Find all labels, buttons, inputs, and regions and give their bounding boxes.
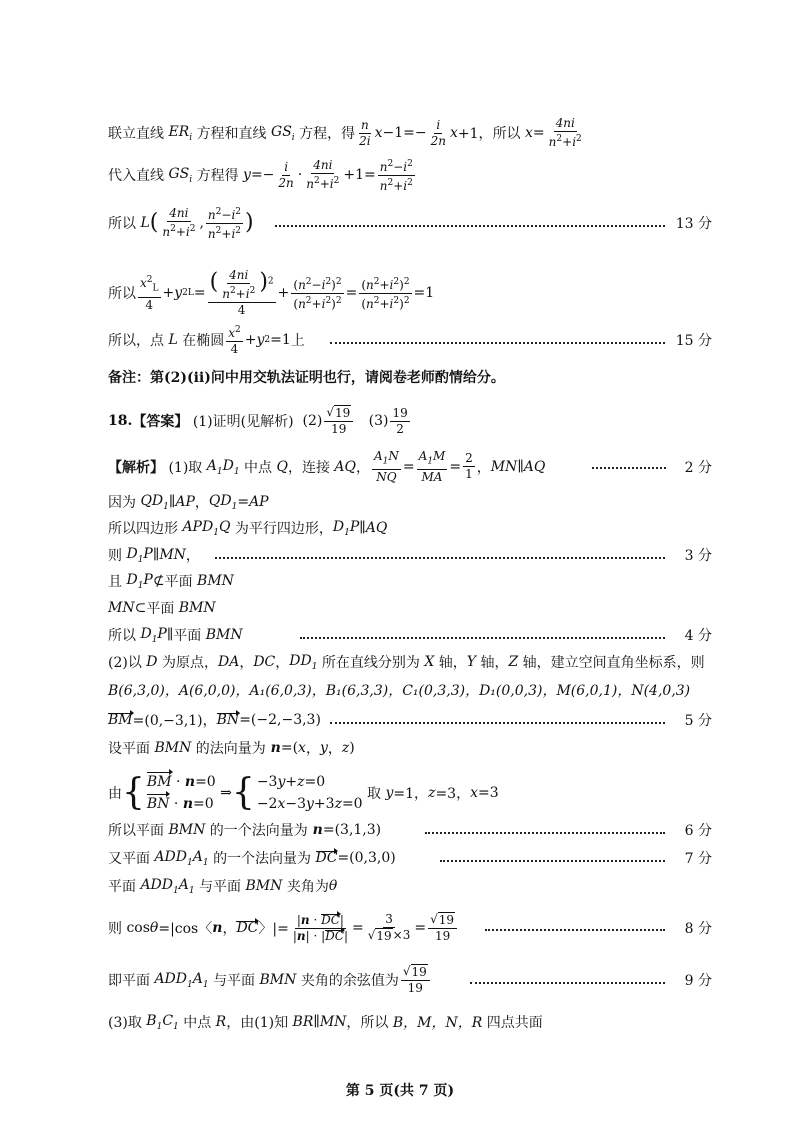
dotted-leader <box>330 342 665 344</box>
text-line-24: 即平面 $ADD_1A_1$ 与平面 BMN 夹角的余弦值为 √ 19 19 9 分 <box>108 964 712 995</box>
answer-line: 18. 【答案】 (1)证明(见解析) (2) √ 19 19 (3) $\frac{19}{2}$ <box>108 405 408 436</box>
text-line-10: 所以四边形 $APD_1Q$ 为平行四边形， $D_1P$ ∥ AQ <box>108 518 388 538</box>
text-line-6: 备注：第(2)(ⅱ)问中用交轨法证明也行，请阅卷老师酌情给分。 <box>108 370 505 386</box>
score-label: 13 分 <box>675 216 712 232</box>
text-line-21: 又平面 $ADD_1A_1$ 的一个法向量为 DC =(0,3,0) 7 分 <box>108 848 712 868</box>
score-label: 15 分 <box>675 333 712 349</box>
score-label: 6 分 <box>684 823 712 839</box>
score-label: 4 分 <box>684 628 712 644</box>
score-label: 2 分 <box>684 460 712 476</box>
score-label: 9 分 <box>684 973 712 989</box>
text-line-17: BM =(0,−3,1)， BN =(−2,−3,3) 5 分 <box>108 712 712 729</box>
dotted-leader <box>485 929 665 931</box>
text-line-22: 平面 $ADD_1A_1$ 与平面 BMN 夹角为 θ <box>108 876 338 896</box>
dotted-leader <box>425 832 665 834</box>
text-line-16: B(6,3,0)，A(6,0,0)，A₁(6,0,3)，B₁(6,3,3)，C₁(0,3,3)，D₁(0,0,3)，M(6,0,1)，N(4,0,3) <box>108 683 691 699</box>
text-line-12: 且 $D_1P$ ⊄ 平面 BMN <box>108 571 234 591</box>
dotted-leader <box>215 557 665 559</box>
text-line-14: 所以 $D_1P$ ∥ 平面 BMN 4 分 <box>108 625 712 645</box>
text-line-15: (2)以 D 为原点， DA ， DC ， $DD_1$ 所在直线分别为 X 轴， Y 轴， Z 轴，建立空间直角坐标系，则 <box>108 652 705 672</box>
dotted-leader <box>330 722 665 724</box>
text-line-20: 所以平面 BMN 的一个法向量为 n =(3,1,3) 6 分 <box>108 822 712 839</box>
score-label: 8 分 <box>684 921 712 937</box>
dotted-leader <box>275 225 665 227</box>
text-line-4: 所以 $\frac{x^2_L}{4}$ + y 2 L = ( $\frac{4ni}{n^2+i^2}$ )$^2$ 4 + $\frac{(n^2-i^2)^2}{(n^2+i^2)^2}$ = $\frac{(n^2+i^2)^2}{(n^2+i^2)^2}$ =1 <box>108 268 435 317</box>
dotted-leader <box>470 982 665 984</box>
text-line-5: 所以，点 L 在椭圆 $\frac{x^2}{4}$ + y 2 =1 上 15 分 <box>108 325 712 356</box>
page-footer: 第 5 页(共 7 页) <box>345 1083 455 1099</box>
score-label: 7 分 <box>684 851 712 867</box>
score-label: 5 分 <box>684 713 712 729</box>
text-line-9: 因为 $QD_1$ ∥ AP ， $QD_1$ = AP <box>108 492 269 512</box>
dotted-leader <box>300 637 665 639</box>
text-line-11: 则 $D_1P$ ∥ MN ， 3 分 <box>108 545 712 565</box>
text-line-23: 则 cos θ =|cos〈 n ， DC 〉|= $\frac{|n \cdot DC|}{|n| \cdot |DC|}$ = 3 √ 19 ×3 = √ 19 19 8 分 <box>108 912 712 943</box>
text-line-25: (3)取 $B_1C_1$ 中点 R ，由(1)知 BR ∥ MN ，所以 B，M，N，R 四点共面 <box>108 1012 543 1032</box>
text-line-18: 设平面 BMN 的法向量为 n =( x ， y ， z ) <box>108 740 355 757</box>
score-label: 3 分 <box>684 548 712 564</box>
text-line-2: 代入直线 $GS_i$ 方程得 y =− $\frac{i}{2n}$ · $\frac{4ni}{n^2+i^2}$ +1= $\frac{n^2-i^2}{n^2+i^2}$ <box>108 158 413 193</box>
dotted-leader <box>440 860 665 862</box>
text-line-1: 联立直线 $ER_i$ 方程和直线 $GS_i$ 方程，得 $\frac{n}{2i}$ x −1=− $\frac{i}{2n}$ x +1， 所以 x = $\frac{4ni}{n^2+i^2}$ <box>108 116 582 149</box>
text-line-19: 由 { BM · n=0 BN · n=0 ⇒ { −3y+z=0 −2x−3y+3z=0 取 y =1， z =3， x =3 <box>108 772 499 813</box>
text-line-3: 所以 L ( $\frac{4ni}{n^2+i^2}$ , $\frac{n^2-i^2}{n^2+i^2}$ ) 13 分 <box>108 206 712 241</box>
text-line-8: 【解析】 (1)取 $A_1D_1$ 中点 Q ，连接 AQ ， $\frac{A_1N}{NQ}$ = $\frac{A_1M}{MA}$ = $\frac{2}{1}$ ， MN ∥ AQ 2 分 <box>108 448 712 485</box>
text-line-13: MN ⊂ 平面 BMN <box>108 600 216 617</box>
dotted-leader <box>592 467 666 469</box>
